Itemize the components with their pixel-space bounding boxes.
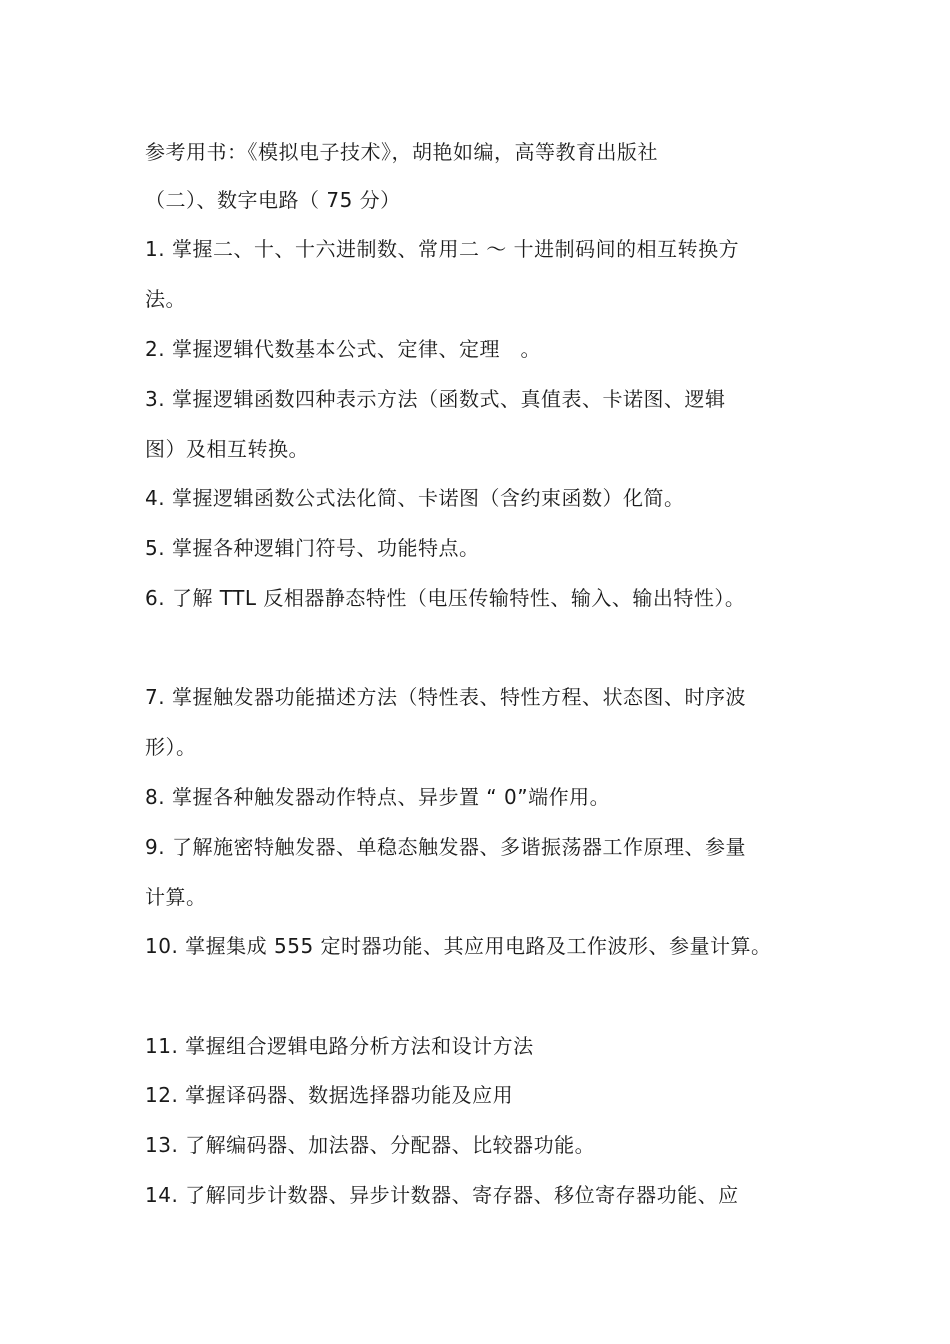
item-13: 13. 了解编码器、加法器、分配器、比较器功能。 — [145, 1133, 596, 1157]
reference-book-line: 参考用书：《模拟电子技术》，胡艳如编，高等教育出版社 — [145, 140, 658, 164]
item-3-line-2: 图）及相互转换。 — [145, 437, 309, 461]
item-8: 8. 掌握各种触发器动作特点、异步置 “ 0”端作用。 — [145, 785, 611, 809]
item-5: 5. 掌握各种逻辑门符号、功能特点。 — [145, 536, 480, 560]
item-7-line-2: 形）。 — [145, 735, 197, 759]
item-1-line-2: 法。 — [145, 287, 186, 311]
item-14-line-1: 14. 了解同步计数器、异步计数器、寄存器、移位寄存器功能、应 — [145, 1183, 739, 1207]
item-11: 11. 掌握组合逻辑电路分析方法和设计方法 — [145, 1034, 534, 1058]
item-6: 6. 了解 TTL 反相器静态特性（电压传输特性、输入、输出特性）。 — [145, 586, 746, 610]
item-3-line-1: 3. 掌握逻辑函数四种表示方法（函数式、真值表、卡诺图、逻辑 — [145, 387, 726, 411]
item-9-line-1: 9. 了解施密特触发器、单稳态触发器、多谐振荡器工作原理、参量 — [145, 835, 746, 859]
item-12: 12. 掌握译码器、数据选择器功能及应用 — [145, 1083, 514, 1107]
item-2: 2. 掌握逻辑代数基本公式、定律、定理 。 — [145, 337, 541, 361]
item-7-line-1: 7. 掌握触发器功能描述方法（特性表、特性方程、状态图、时序波 — [145, 685, 746, 709]
item-4: 4. 掌握逻辑函数公式法化简、卡诺图（含约束函数）化简。 — [145, 486, 685, 510]
item-10: 10. 掌握集成 555 定时器功能、其应用电路及工作波形、参量计算。 — [145, 934, 772, 958]
item-9-line-2: 计算。 — [145, 885, 207, 909]
section-heading: （二）、数字电路（ 75 分） — [145, 188, 401, 212]
item-1-line-1: 1. 掌握二、十、十六进制数、常用二 ～ 十进制码间的相互转换方 — [145, 237, 740, 261]
